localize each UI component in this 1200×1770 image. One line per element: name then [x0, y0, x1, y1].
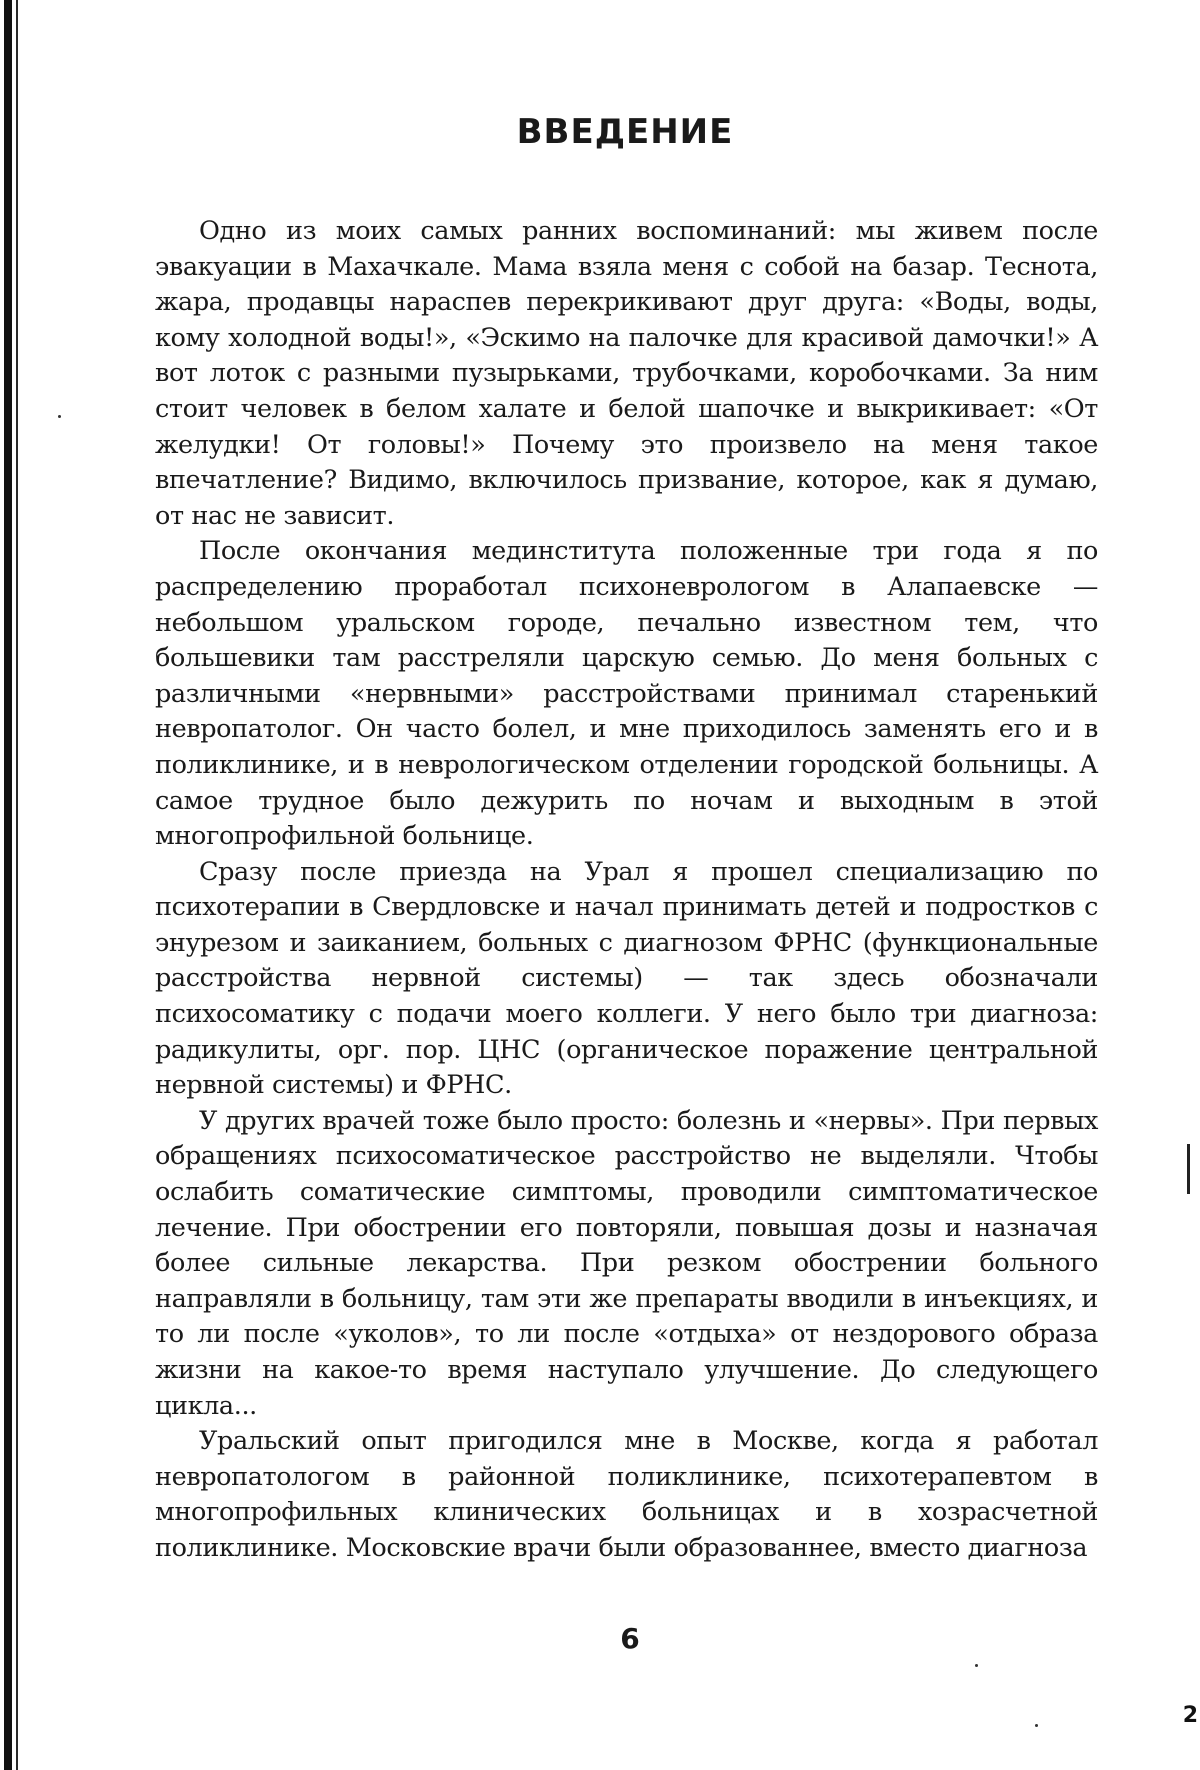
scan-binding-edge	[4, 0, 12, 1770]
scan-speck	[58, 415, 61, 418]
paragraph: После окончания мединститута положенные три года я по распределению проработал психоневрологом в Алапаевске — небольшом уральском городе, печально известном тем, что большевики там расстреляли царскую семью. До меня больных с различными «нервными» расстройствами принимал старенький невропатолог. Он часто болел, и мне приходилось заменять его и в поликлинике, и в неврологическом отделении городской больницы. А самое трудное было дежурить по ночам и выходным в этой многопрофильной больнице.	[155, 534, 1098, 854]
paragraph: Одно из моих самых ранних воспоминаний: мы живем после эвакуации в Махачкале. Мама взяла меня с собой на базар. Теснота, жара, продавцы нараспев перекрикивают друг друга: «Воды, воды, кому холодной воды!», «Эскимо на палочке для красивой дамочки!» А вот лоток с разными пузырьками, трубочками, коробочками. За ним стоит человек в белом халате и белой шапочке и выкрикивает: «От желудки! От головы!» Почему это произвело на меня такое впечатление? Видимо, включилось призвание, которое, как я думаю, от нас не зависит.	[155, 214, 1098, 534]
scan-speck	[975, 1664, 978, 1667]
page-title: ВВЕДЕНИЕ	[0, 112, 1200, 152]
paragraph: У других врачей тоже было просто: болезнь и «нервы». При первых обращениях психосоматическое расстройство не выделяли. Чтобы ослабить соматические симптомы, проводили симптоматическое лечение. При обострении его повторяли, повышая дозы и назначая более сильные лекарства. При резком обострении больного направляли в больницу, там эти же препараты вводили в инъекциях, и то ли после «уколов», то ли после «отдыха» от нездорового образа жизни на какое-то время наступало улучшение. До следующего цикла...	[155, 1104, 1098, 1424]
paragraph: Уральский опыт пригодился мне в Москве, когда я работал невропатологом в районной поликлинике, психотерапевтом в многопрофильных клинических больницах и в хозрасчетной поликлинике. Московские врачи были образованнее, вместо диагноза	[155, 1424, 1098, 1566]
page-number: 6	[600, 1622, 660, 1655]
corner-mark: 2	[1183, 1703, 1198, 1728]
margin-mark	[1187, 1144, 1190, 1194]
scan-binding-line	[16, 0, 18, 1770]
paragraph: Сразу после приезда на Урал я прошел специализацию по психотерапии в Свердловске и начал принимать детей и подростков с энурезом и заиканием, больных с диагнозом ФРНС (функциональные расстройства нервной системы) — так здесь обозначали психосоматику с подачи моего коллеги. У него было три диагноза: радикулиты, орг. пор. ЦНС (органическое поражение центральной нервной системы) и ФРНС.	[155, 855, 1098, 1104]
text-body	[155, 214, 1098, 1567]
scan-speck	[1035, 1724, 1038, 1727]
